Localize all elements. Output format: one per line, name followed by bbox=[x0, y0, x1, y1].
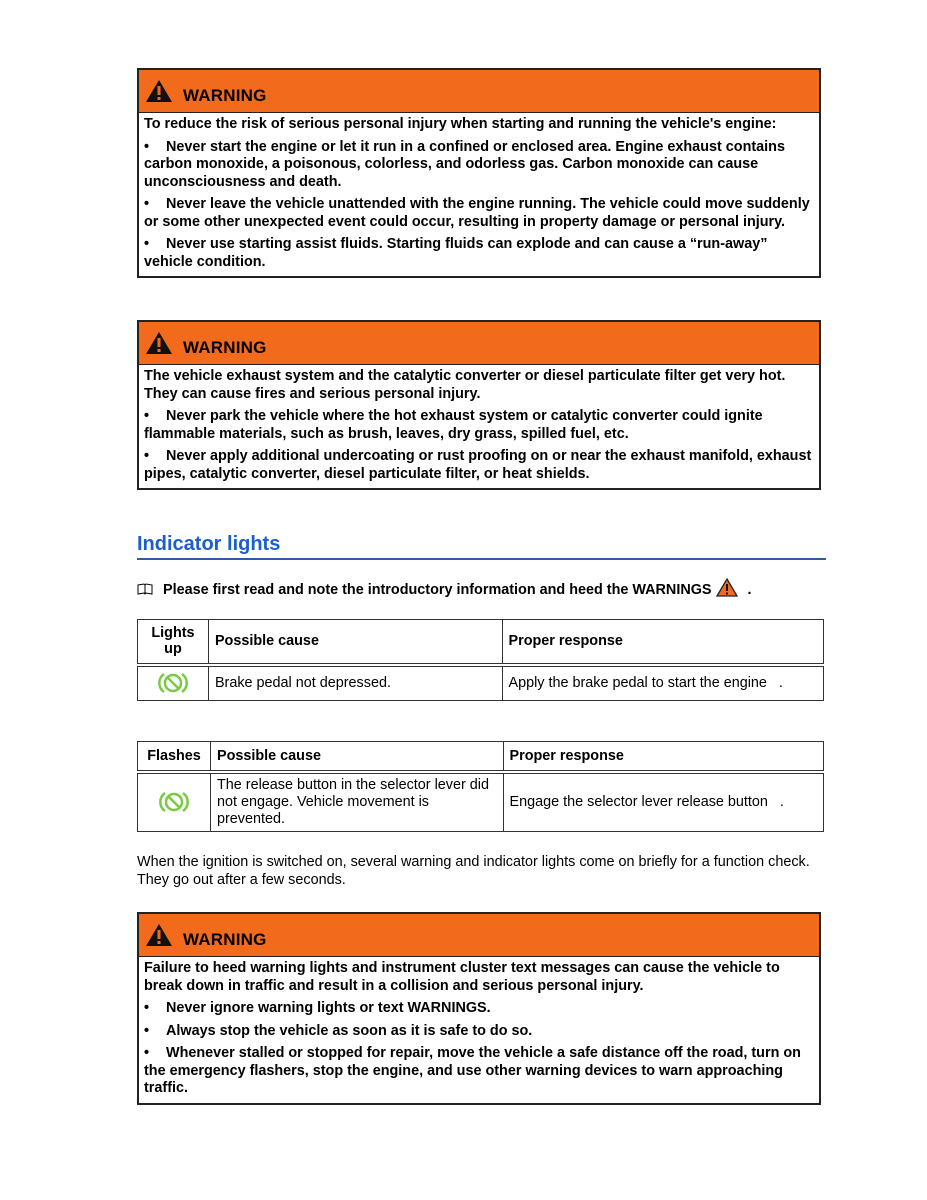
warning-item: • Never ignore warning lights or text WARNINGS. bbox=[144, 1000, 491, 1016]
warning-item: • Never use starting assist fluids. Starting fluids can explode and can cause a “run-away” vehicle condition. bbox=[144, 236, 768, 270]
warning-item: • Never start the engine or let it run in a confined or enclosed area. Engine exhaust contains carbon monoxide, a poisonous, colorless, and odorless gas. Carbon monoxide can cause unconsciousness and death. bbox=[144, 138, 785, 190]
warning-header bbox=[139, 70, 819, 113]
warning-title: WARNING bbox=[183, 338, 267, 357]
proper-response: Engage the selector lever release button . bbox=[503, 772, 823, 832]
warning-box-exhaust bbox=[137, 320, 821, 490]
warning-intro: Failure to heed warning lights and instrument cluster text messages can cause the vehicle to break down in traffic and result in a collision and serious personal injury. bbox=[144, 960, 780, 994]
indicator-table-flashes bbox=[137, 741, 824, 832]
indicator-icon-cell bbox=[138, 665, 209, 701]
warning-intro: The vehicle exhaust system and the catalytic converter or diesel particulate filter get very hot. They can cause fires and serious personal injury. bbox=[144, 368, 786, 402]
warning-item: • Always stop the vehicle as soon as it is safe to do so. bbox=[144, 1022, 533, 1039]
warning-item: • Whenever stalled or stopped for repair, move the vehicle a safe distance off the road, turn on the emergency flashers, stop the engine, and use other warning devices to warn approaching traffic. bbox=[144, 1045, 801, 1096]
bullet-icon: • bbox=[144, 236, 150, 252]
warning-body bbox=[139, 365, 819, 488]
warning-triangle-icon bbox=[145, 79, 173, 103]
bullet-icon: • bbox=[144, 408, 150, 424]
indicator-icon-cell bbox=[138, 772, 211, 832]
column-header: Lights up bbox=[138, 620, 209, 665]
warning-body bbox=[139, 113, 819, 276]
warning-item: • Never apply additional undercoating or rust proofing on or near the exhaust manifold, exhaust pipes, catalytic converter, diesel particulate filter, or heat shields. bbox=[144, 448, 812, 482]
possible-cause: Brake pedal not depressed. bbox=[208, 665, 502, 701]
warning-item: • Never park the vehicle where the hot exhaust system or catalytic converter could ignite flammable materials, such as brush, leaves, dry grass, spilled fuel, etc. bbox=[144, 408, 763, 442]
warning-header bbox=[139, 914, 819, 957]
brake-pedal-light-icon bbox=[158, 670, 188, 696]
warning-item: • Never leave the vehicle unattended with the engine running. The vehicle could move suddenly or some other unexpected event could occur, resulting in property damage or personal injury. bbox=[144, 196, 810, 230]
column-header: Proper response bbox=[502, 620, 824, 665]
possible-cause: The release button in the selector lever did not engage. Vehicle movement is prevented. bbox=[210, 772, 503, 832]
bullet-icon: • bbox=[144, 1022, 150, 1039]
info-paragraph: When the ignition is switched on, several warning and indicator lights come on briefly for a function check. They go out after a few seconds. bbox=[137, 854, 810, 888]
bullet-icon: • bbox=[144, 1045, 150, 1061]
warning-intro: To reduce the risk of serious personal injury when starting and running the vehicle's engine: bbox=[144, 116, 777, 132]
bullet-icon: • bbox=[144, 448, 150, 464]
bullet-icon: • bbox=[144, 138, 150, 155]
column-header: Flashes bbox=[138, 742, 211, 772]
section-title: Indicator lights bbox=[137, 533, 826, 560]
warning-triangle-icon bbox=[716, 578, 738, 597]
column-header: Possible cause bbox=[210, 742, 503, 772]
warning-box-engine bbox=[137, 68, 821, 278]
warning-title: WARNING bbox=[183, 930, 267, 949]
warning-triangle-icon bbox=[145, 331, 173, 355]
warning-header bbox=[139, 322, 819, 365]
selector-lever-light-icon bbox=[159, 789, 189, 815]
table-row bbox=[138, 772, 824, 832]
indicator-table-lights-up bbox=[137, 619, 824, 701]
proper-response: Apply the brake pedal to start the engine . bbox=[502, 665, 824, 701]
warning-box-indicators bbox=[137, 912, 821, 1105]
warning-body bbox=[139, 957, 819, 1103]
bullet-icon: • bbox=[144, 196, 150, 212]
bullet-icon: • bbox=[144, 1000, 150, 1016]
warning-triangle-icon bbox=[145, 923, 173, 947]
table-row bbox=[138, 665, 824, 701]
section-intro: Please first read and note the introductory information and heed the WARNINGS . bbox=[137, 578, 837, 598]
column-header: Proper response bbox=[503, 742, 823, 772]
warning-title: WARNING bbox=[183, 86, 267, 105]
column-header: Possible cause bbox=[208, 620, 502, 665]
book-icon bbox=[137, 583, 153, 595]
